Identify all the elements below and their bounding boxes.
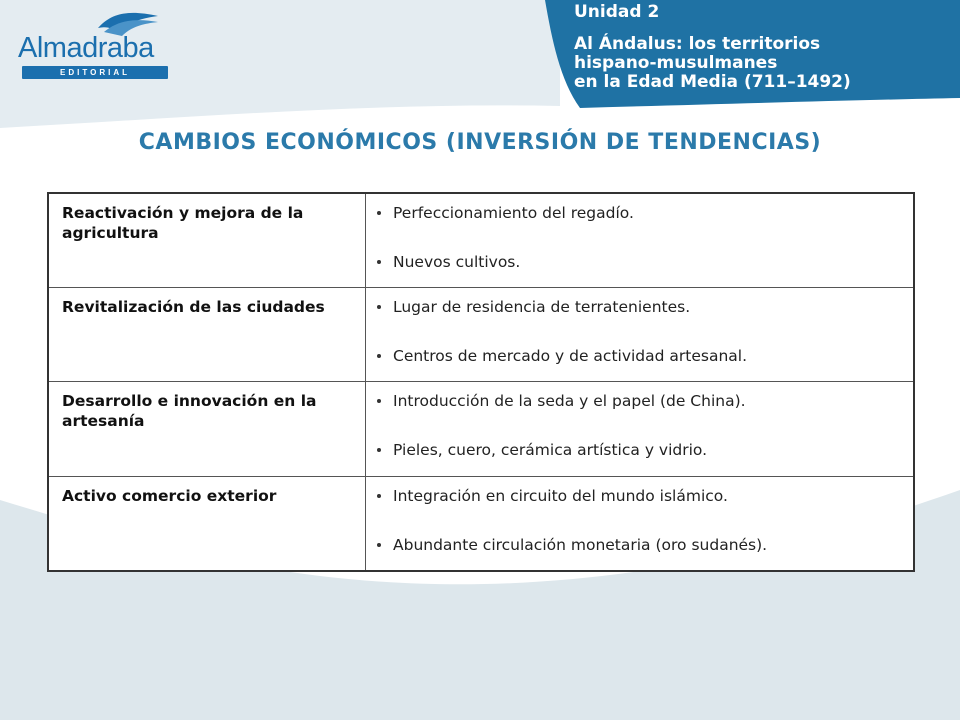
logo-editorial-bar <box>22 66 168 79</box>
list-item <box>375 346 905 366</box>
table-row <box>48 381 914 476</box>
row-category: Reactivación y mejora de la agricultura <box>48 193 366 287</box>
row-category: Desarrollo e innovación en la artesanía <box>48 381 366 476</box>
list-item <box>375 440 905 460</box>
list-item <box>375 252 905 272</box>
unit-title: Al Ándalus: los territorios hispano-musulmanes en la Edad Media (711–1492) <box>574 34 851 92</box>
item-text: Nuevos cultivos. <box>393 253 521 271</box>
list-item <box>375 297 905 317</box>
item-text: Centros de mercado y de actividad artesanal. <box>393 346 748 365</box>
item-text: Lugar de residencia de terratenientes. <box>393 297 691 316</box>
list-item <box>375 203 905 223</box>
table-row <box>48 193 914 287</box>
publisher-logo <box>14 6 174 86</box>
bullet-icon <box>377 399 381 403</box>
slide-title: CAMBIOS ECONÓMICOS (INVERSIÓN DE TENDENCIAS) <box>138 130 822 155</box>
bullet-icon <box>377 211 381 215</box>
row-items <box>366 476 915 571</box>
bullet-icon <box>377 354 381 358</box>
item-text: Pieles, cuero, cerámica artística y vidrio. <box>393 440 708 459</box>
row-items <box>366 193 915 287</box>
bullet-icon <box>377 260 381 264</box>
item-text: Perfeccionamiento del regadío. <box>393 204 634 222</box>
unit-heading <box>574 3 851 92</box>
bullet-icon <box>377 543 381 547</box>
table-row <box>48 287 914 381</box>
bullet-icon <box>377 448 381 452</box>
logo-wordmark: Almadraba <box>18 32 154 64</box>
economic-changes-table <box>47 192 915 572</box>
row-category: Activo comercio exterior <box>48 476 366 571</box>
list-item <box>375 391 905 411</box>
list-item <box>375 535 905 555</box>
table-row <box>48 476 914 571</box>
row-items <box>366 287 915 381</box>
item-text: Introducción de la seda y el papel (de China). <box>393 391 746 410</box>
unit-label: Unidad 2 <box>574 2 660 22</box>
bullet-icon <box>377 494 381 498</box>
logo-subtitle: EDITORIAL <box>60 68 130 77</box>
bullet-icon <box>377 305 381 309</box>
row-items <box>366 381 915 476</box>
item-text: Abundante circulación monetaria (oro sudanés). <box>393 535 768 554</box>
row-category: Revitalización de las ciudades <box>48 287 366 381</box>
list-item <box>375 486 905 506</box>
item-text: Integración en circuito del mundo islámico. <box>393 486 728 505</box>
